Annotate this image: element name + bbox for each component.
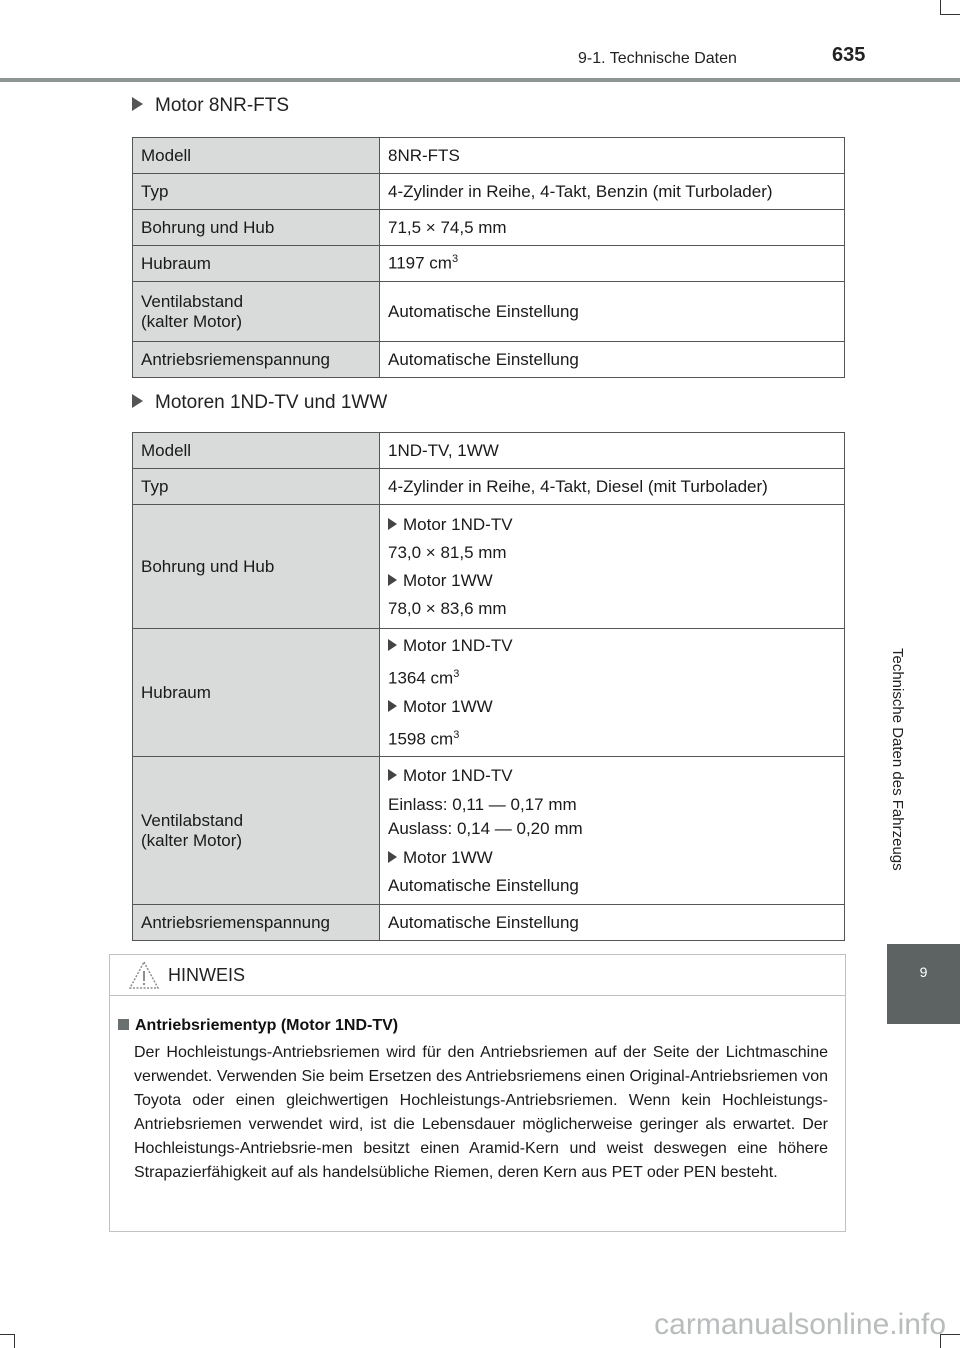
table-value: 4-Zylinder in Reihe, 4-Takt, Diesel (mit Turbolader)	[380, 469, 845, 505]
crop-mark	[940, 14, 960, 15]
chapter-number: 9	[919, 964, 928, 980]
table-key: Hubraum	[133, 629, 380, 757]
sub-heading	[388, 696, 836, 718]
table-row	[133, 469, 845, 505]
note-subtitle	[118, 1017, 398, 1035]
table-key: Antriebsriemenspannung	[133, 905, 380, 941]
sub-value	[388, 663, 836, 690]
note-title: HINWEIS	[168, 965, 246, 985]
sub-heading	[388, 847, 836, 869]
sub-value	[388, 793, 836, 841]
sub-label: Motor 1WW	[403, 696, 493, 716]
table-value	[380, 757, 845, 905]
table-key: Hubraum	[133, 246, 380, 282]
superscript: 3	[453, 668, 460, 680]
note-box	[109, 954, 846, 1232]
sub-value: 73,0 × 81,5 mm	[388, 542, 507, 562]
engine2-title: Motoren 1ND-TV und 1WW	[155, 392, 388, 413]
key-line: Ventilabstand	[141, 291, 244, 311]
sub-value	[388, 724, 836, 751]
chapter-title: Technische Daten des Fahrzeugs	[889, 648, 906, 871]
note-body: Der Hochleistungs-Antriebsriemen wird für den Antriebsriemen auf der Seite der Lichtmaschine verwendet. Verwenden Sie beim Ersetzen des Antriebsriemens einen Original-Antriebsriemen von Toyota oder einen gleichwertigen Hochleistungs-Antriebsriemen. Wenn kein Hochleistungs-Antriebsriemen verwendet wird, ist die Lebensdauer möglicherweise geringer als erwartet. Der Hochleistungs-Antriebsrie-men besitzt einen Aramid-Kern und weist deswegen eine höhere Strapazierfähigkeit auf als handelsübliche Riemen, deren Kern aus PET oder PEN besteht.	[134, 1044, 828, 1181]
page-number: 635	[832, 44, 866, 66]
table-key: Bohrung und Hub	[133, 210, 380, 246]
superscript: 3	[453, 728, 460, 741]
sub-heading	[388, 514, 836, 536]
key-line: (kalter Motor)	[141, 311, 243, 331]
arrow-right-icon	[388, 574, 397, 586]
warning-icon	[128, 959, 160, 991]
table-row	[133, 282, 845, 342]
chapter-tab	[887, 944, 960, 1024]
table-row	[133, 246, 845, 282]
table-value: Automatische Einstellung	[380, 282, 845, 342]
table-value	[380, 505, 845, 629]
key-line: (kalter Motor)	[141, 830, 243, 850]
table-row	[133, 138, 845, 174]
clearance-line: Auslass: 0,14 — 0,20 mm	[388, 818, 583, 838]
engine2-spec-table	[132, 432, 845, 941]
sub-label: Motor 1ND-TV	[403, 765, 513, 785]
table-key	[133, 282, 380, 342]
table-value: 8NR-FTS	[380, 138, 845, 174]
header-rule	[0, 78, 960, 82]
arrow-right-icon	[388, 700, 397, 712]
table-value: Automatische Einstellung	[380, 342, 845, 378]
hubraum-value: 1364 cm	[388, 668, 454, 688]
table-value	[380, 629, 845, 757]
table-value: 71,5 × 74,5 mm	[380, 210, 845, 246]
note-header	[110, 955, 845, 996]
table-key: Typ	[133, 174, 380, 210]
table-key	[133, 757, 380, 905]
sub-value: 78,0 × 83,6 mm	[388, 598, 507, 618]
sub-heading	[388, 570, 836, 592]
sub-label: Motor 1ND-TV	[403, 514, 513, 534]
sub-heading	[388, 765, 836, 787]
table-key: Modell	[133, 433, 380, 469]
table-row	[133, 433, 845, 469]
key-line: Ventilabstand	[141, 810, 244, 830]
section-title: 9-1. Technische Daten	[578, 50, 737, 67]
sub-value: Automatische Einstellung	[388, 875, 579, 895]
table-row	[133, 174, 845, 210]
arrow-right-icon	[388, 851, 397, 863]
crop-mark	[0, 1334, 14, 1335]
table-row	[133, 905, 845, 941]
arrow-right-icon	[388, 769, 397, 781]
hubraum-value: 1197 cm	[388, 253, 452, 273]
note-subtitle-text: Antriebsriementyp (Motor 1ND-TV)	[135, 1017, 399, 1034]
watermark: carmanualsonline.info	[654, 1308, 946, 1341]
table-row	[133, 757, 845, 905]
table-key: Modell	[133, 138, 380, 174]
table-row	[133, 342, 845, 378]
crop-mark	[14, 1334, 15, 1348]
engine1-title: Motor 8NR-FTS	[155, 95, 290, 116]
arrow-right-icon	[132, 97, 143, 111]
table-value: 1ND-TV, 1WW	[380, 433, 845, 469]
arrow-right-icon	[132, 394, 143, 408]
hubraum-value: 1598 cm	[388, 729, 454, 749]
square-bullet-icon	[118, 1019, 129, 1030]
sub-label: Motor 1ND-TV	[403, 636, 513, 655]
table-key: Bohrung und Hub	[133, 505, 380, 629]
engine2-heading	[132, 392, 387, 414]
clearance-line: Einlass: 0,11 — 0,17 mm	[388, 794, 577, 814]
engine1-heading	[132, 95, 289, 117]
sub-heading	[388, 635, 836, 657]
table-value: Automatische Einstellung	[380, 905, 845, 941]
table-row	[133, 210, 845, 246]
table-row	[133, 629, 845, 757]
table-value: 4-Zylinder in Reihe, 4-Takt, Benzin (mit Turbolader)	[380, 174, 845, 210]
table-key: Typ	[133, 469, 380, 505]
arrow-right-icon	[388, 639, 397, 651]
table-key: Antriebsriemenspannung	[133, 342, 380, 378]
superscript: 3	[451, 253, 459, 266]
engine1-spec-table	[132, 137, 845, 378]
sub-label: Motor 1WW	[403, 847, 493, 867]
sub-label: Motor 1WW	[403, 570, 493, 590]
arrow-right-icon	[388, 518, 397, 530]
crop-mark	[940, 0, 941, 14]
table-row	[133, 505, 845, 629]
table-value	[380, 246, 845, 282]
